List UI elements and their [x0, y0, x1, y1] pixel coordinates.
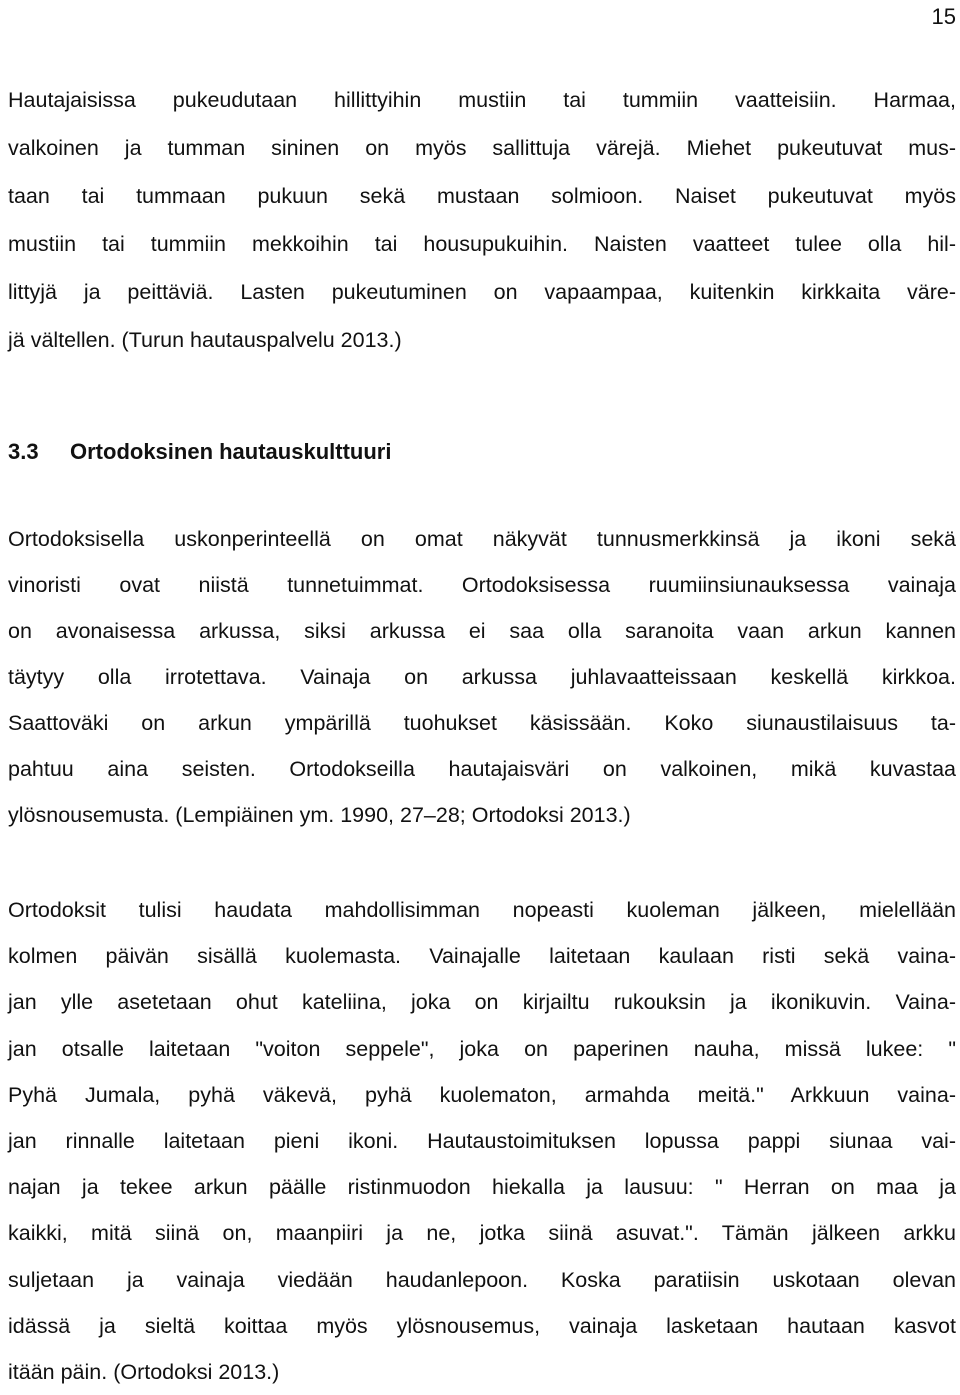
section-title: Ortodoksinen hautauskulttuuri — [70, 439, 392, 464]
text-line: itään päin. (Ortodoksi 2013.) — [8, 1359, 280, 1384]
page-number: 15 — [931, 4, 956, 29]
text-line: Saattoväki on arkun ympärillä tuohukset käsissään. Koko siunaustilaisuus ta- — [8, 711, 956, 735]
text-line: jan otsalle laitetaan "voiton seppele", joka on paperinen nauha, missä lukee: " — [8, 1036, 956, 1061]
text-line: idässä ja sieltä koittaa myös ylösnousemus, vainaja lasketaan hautaan kasvot — [8, 1313, 956, 1338]
paragraph-orthodox-tradition — [8, 516, 956, 838]
text-line: kaikki, mitä siinä on, maanpiiri ja ne, jotka siinä asuvat.". Tämän jälkeen arkku — [8, 1221, 956, 1246]
text-line: pahtuu aina seisten. Ortodokseilla hautajaisväri on valkoinen, mikä kuvastaa — [8, 757, 956, 781]
text-line: kolmen päivän sisällä kuolemasta. Vainajalle laitetaan kaulaan risti sekä vaina- — [8, 944, 956, 969]
section-number: 3.3 — [8, 439, 39, 464]
text-line: jan rinnalle laitetaan pieni ikoni. Hautaustoimituksen lopussa pappi siunaa vai- — [8, 1128, 956, 1153]
paragraph-orthodox-burial — [8, 887, 956, 1395]
section-heading — [8, 437, 391, 467]
text-line: ylösnousemusta. (Lempiäinen ym. 1990, 27–28; Ortodoksi 2013.) — [8, 803, 631, 827]
text-line: littyjä ja peittäviä. Lasten pukeutuminen on vapaampaa, kuitenkin kirkkaita väre- — [8, 280, 956, 304]
text-line: Ortodoksit tulisi haudata mahdollisimman nopeasti kuoleman jälkeen, mielellään — [8, 898, 956, 922]
text-line: täytyy olla irrotettava. Vainaja on arkussa juhlavaatteissaan keskellä kirkkoa. — [8, 665, 956, 689]
text-line: Ortodoksisella uskonperinteellä on omat näkyvät tunnusmerkkinsä ja ikoni sekä — [8, 527, 956, 551]
text-line: suljetaan ja vainaja viedään haudanlepoon. Koska paratiisin uskotaan olevan — [8, 1267, 956, 1292]
text-line: on avonaisessa arkussa, siksi arkussa ei saa olla saranoita vaan arkun kannen — [8, 619, 956, 643]
text-line: najan ja tekee arkun päälle ristinmuodon hiekalla ja lausuu: " Herran on maa ja — [8, 1175, 956, 1200]
text-line: jan ylle asetetaan ohut kateliina, joka on kirjailtu rukouksin ja ikonikuvin. Vaina- — [8, 990, 956, 1015]
text-line: vinoristi ovat niistä tunnetuimmat. Ortodoksisessa ruumiinsiunauksessa vainaja — [8, 573, 956, 597]
paragraph-dress-code — [8, 76, 956, 364]
text-line: Pyhä Jumala, pyhä väkevä, pyhä kuolematon, armahda meitä." Arkkuun vaina- — [8, 1082, 956, 1107]
text-line: jä vältellen. (Turun hautauspalvelu 2013.) — [8, 328, 402, 352]
text-line: mustiin tai tummiin mekkoihin tai housupukuihin. Naisten vaatteet tulee olla hil- — [8, 232, 956, 256]
text-line: valkoinen ja tumman sininen on myös sallittuja värejä. Miehet pukeutuvat mus- — [8, 136, 956, 160]
text-line: Hautajaisissa pukeudutaan hillittyihin mustiin tai tummiin vaatteisiin. Harmaa, — [8, 88, 956, 112]
text-line: taan tai tummaan pukuun sekä mustaan solmioon. Naiset pukeutuvat myös — [8, 184, 956, 208]
